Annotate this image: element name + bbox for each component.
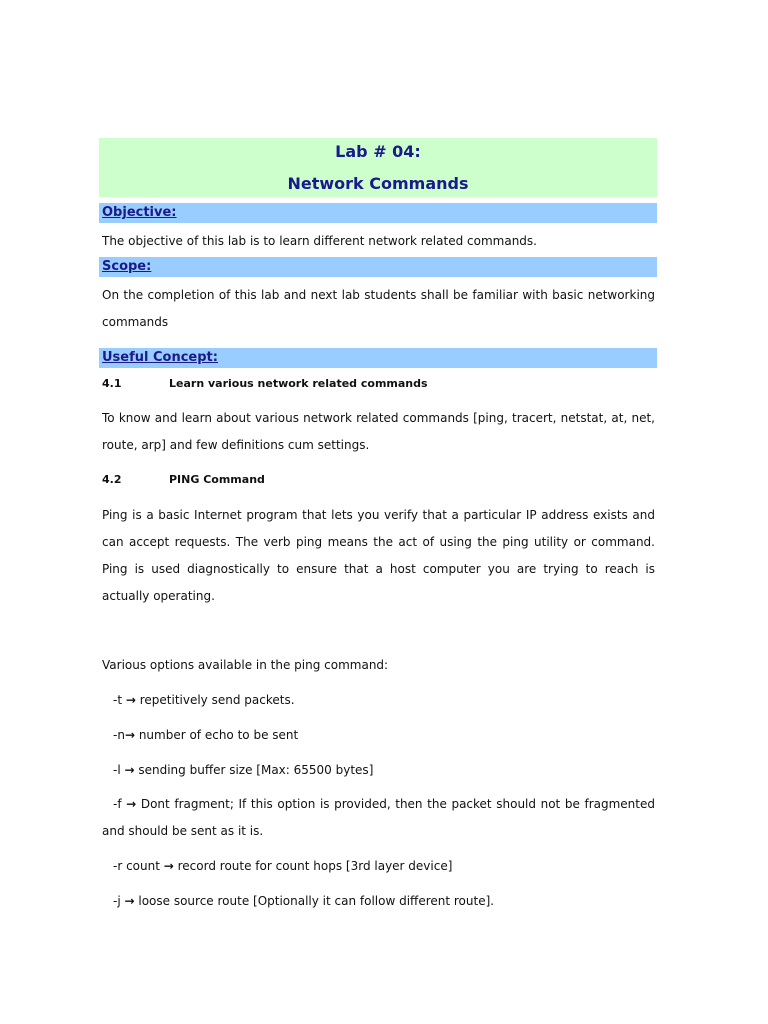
scope-heading: Scope:: [102, 259, 152, 274]
right-arrow-icon: →: [124, 894, 135, 908]
objective-heading: Objective:: [102, 205, 177, 220]
section-4-1-text: To know and learn about various network related commands [ping, tracert, netstat, at, net, route, arp] and few definitions cum settings.: [102, 411, 655, 452]
useful-concept-header-bar: [99, 348, 657, 368]
ping-option-r: [113, 859, 452, 873]
scope-text: On the completion of this lab and next lab students shall be familiar with basic networking commands: [102, 288, 655, 329]
option-description: Dont fragment; If this option is provided, then the packet should not be fragmented and should be sent as it is.: [102, 797, 655, 838]
section-title: PING Command: [169, 473, 265, 486]
section-title: Learn various network related commands: [169, 377, 428, 390]
ping-option-n: [113, 728, 298, 742]
right-arrow-icon: →: [124, 728, 135, 742]
section-number: 4.1: [102, 377, 122, 390]
option-description: sending buffer size [Max: 65500 bytes]: [134, 763, 374, 777]
section-number: 4.2: [102, 473, 122, 486]
ping-option-l: [113, 763, 373, 777]
objective-header-bar: [99, 203, 657, 223]
scope-header-bar: [99, 257, 657, 277]
option-description: loose source route [Optionally it can follow different route].: [134, 894, 495, 908]
option-description: repetitively send packets.: [135, 693, 295, 707]
option-description: number of echo to be sent: [135, 728, 299, 742]
objective-text: The objective of this lab is to learn different network related commands.: [102, 234, 537, 248]
option-flag: -f: [113, 797, 127, 811]
ping-options-intro: Various options available in the ping command:: [102, 658, 389, 672]
ping-option-f: [102, 791, 655, 845]
right-arrow-icon: →: [124, 763, 135, 777]
option-flag: -l: [113, 763, 125, 777]
option-flag: -n: [113, 728, 125, 742]
right-arrow-icon: →: [126, 797, 137, 811]
lab-title-block: [99, 138, 657, 197]
ping-option-j: [113, 894, 494, 908]
lab-number-title: Lab # 04:: [335, 142, 421, 161]
option-flag: -r count: [113, 859, 164, 873]
useful-concept-heading: Useful Concept:: [102, 350, 218, 365]
right-arrow-icon: →: [125, 693, 136, 707]
lab-topic-title: Network Commands: [287, 174, 469, 193]
right-arrow-icon: →: [163, 859, 174, 873]
ping-description-text: Ping is a basic Internet program that lets you verify that a particular IP address exists and can accept requests. The verb ping means the act of using the ping utility or command. Ping is used diagnostically to ensure that a host computer you are trying to reach is actually operating.: [102, 508, 655, 603]
option-flag: -t: [113, 693, 126, 707]
option-description: record route for count hops [3rd layer device]: [173, 859, 453, 873]
option-flag: -j: [113, 894, 125, 908]
ping-option-t: [113, 693, 295, 707]
